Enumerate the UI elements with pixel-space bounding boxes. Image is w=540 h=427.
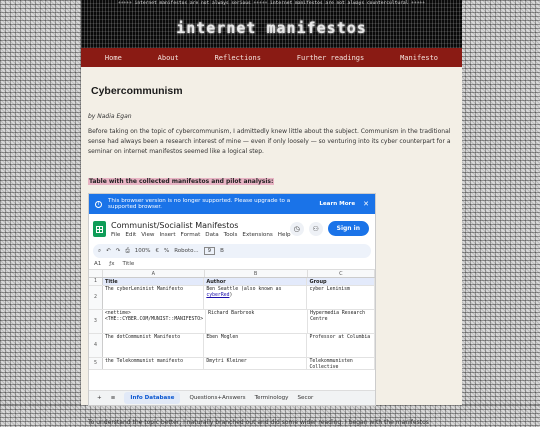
tab-secor[interactable]: Secor: [297, 395, 314, 401]
cell-reference[interactable]: A1: [94, 260, 102, 267]
nav-reflections[interactable]: Reflections: [214, 53, 261, 62]
cell-author[interactable]: [204, 286, 307, 309]
nav-home[interactable]: Home: [104, 53, 122, 62]
row-number[interactable]: 1: [89, 278, 103, 285]
print-icon[interactable]: ⎙: [125, 247, 130, 254]
intro-paragraph: Before taking on the topic of cybercommunism, I admittedly knew little about the subject. Communism in the traditional sense had always been a research interest of mine — even if only loosely — so venturing into its cyber counterpart for a seminar on internet manifestos seemed like a logical step.: [88, 128, 451, 155]
nav-about[interactable]: About: [157, 53, 179, 62]
row-number[interactable]: 4: [89, 334, 103, 357]
learn-more-link[interactable]: Learn More: [319, 201, 356, 207]
sign-in-button[interactable]: Sign in: [328, 221, 369, 236]
tab-questions-answers[interactable]: Questions+Answers: [189, 395, 246, 401]
cell-author[interactable]: Dmytri Kleiner: [204, 358, 307, 369]
cell-group[interactable]: Professor at Columbia: [307, 334, 375, 357]
cell-title[interactable]: <nettime> <THE::CYBER.COM/MUNIST::MANIFESTO>: [103, 310, 206, 333]
table-row: [89, 310, 375, 334]
cell-author[interactable]: Eben Moglen: [204, 334, 307, 357]
doc-title: Communist/Socialist Manifestos: [111, 220, 239, 230]
tab-terminology[interactable]: Terminology: [254, 395, 289, 401]
font-select[interactable]: Roboto...: [174, 248, 199, 254]
row-number[interactable]: 3: [89, 310, 103, 333]
cell-title[interactable]: The dotCommunist Manifesto: [103, 334, 204, 357]
fx-icon: ƒx: [109, 260, 115, 267]
row-number[interactable]: 5: [89, 358, 103, 369]
spreadsheet-grid[interactable]: [89, 270, 375, 370]
author-text-end: ): [229, 293, 233, 298]
currency-icon[interactable]: €: [155, 248, 159, 254]
menu-data[interactable]: Data: [205, 231, 219, 238]
header-cell-author[interactable]: Author: [204, 278, 307, 285]
author-text: Ben Seattle (also known as: [206, 287, 282, 292]
post-content: [81, 67, 462, 427]
formula-bar: [89, 258, 375, 270]
main-nav: [81, 48, 462, 67]
all-sheets-button[interactable]: ≡: [110, 395, 116, 401]
formula-value[interactable]: Title: [122, 260, 135, 267]
cell-group[interactable]: Hypermedia Research Centre: [308, 310, 375, 333]
row-number[interactable]: 2: [89, 286, 103, 309]
tab-info-database[interactable]: Info Database: [124, 392, 180, 404]
redo-icon[interactable]: ↷: [115, 248, 121, 254]
zoom-select[interactable]: 100%: [134, 248, 151, 254]
table-row: [89, 278, 375, 286]
menu-view[interactable]: View: [141, 231, 155, 238]
cell-author[interactable]: Richard Barbrook: [206, 310, 308, 333]
add-sheet-button[interactable]: +: [97, 395, 102, 401]
cell-title[interactable]: The cyberLeninist Manifesto: [103, 286, 204, 309]
menu-extensions[interactable]: Extensions: [242, 231, 273, 238]
cell-group[interactable]: Telekommunisten Collective: [307, 358, 375, 369]
site-title[interactable]: internet manifestos: [176, 19, 367, 37]
post-title: Cybercommunism: [91, 85, 183, 97]
header-cell-title[interactable]: Title: [103, 278, 204, 285]
menu-format[interactable]: Format: [180, 231, 201, 238]
doc-title-block: [111, 221, 291, 238]
percent-icon[interactable]: %: [163, 248, 170, 254]
menu-edit[interactable]: Edit: [125, 231, 137, 238]
header-actions: [290, 221, 369, 236]
browser-warning-banner: [89, 194, 375, 214]
menu-tools[interactable]: Tools: [223, 231, 238, 238]
column-header-a[interactable]: A: [103, 270, 204, 277]
author-link[interactable]: cyberRed: [206, 293, 230, 298]
table-row: [89, 334, 375, 358]
banner-ticker: +++++ internet manifestos are not always serious +++++ internet manifestos are not always countercultural +++++: [118, 1, 425, 6]
menu-file[interactable]: File: [111, 231, 121, 238]
bold-icon[interactable]: B: [220, 248, 224, 254]
spreadsheet-embed[interactable]: [88, 193, 376, 406]
menu-bar: [111, 232, 291, 238]
column-headers: [89, 270, 375, 278]
share-icon[interactable]: ⚇: [309, 222, 323, 236]
byline: by Nadia Egan: [88, 113, 132, 120]
table-row: [89, 358, 375, 370]
menu-insert[interactable]: Insert: [159, 231, 176, 238]
column-header-b[interactable]: B: [205, 270, 308, 277]
nav-manifesto[interactable]: Manifesto: [400, 53, 439, 62]
sheet-tabs: [89, 390, 375, 405]
info-icon: i: [95, 201, 102, 208]
cell-title[interactable]: the Telekommunist manifesto: [103, 358, 204, 369]
toolbar: [93, 244, 371, 258]
undo-icon[interactable]: ↶: [106, 248, 111, 254]
close-icon[interactable]: ✕: [363, 200, 369, 208]
sheets-logo-icon[interactable]: [93, 221, 106, 237]
table-label: Table with the collected manifestos and pilot analysis:: [89, 178, 274, 185]
sheet-header: [89, 214, 375, 244]
corner-cell[interactable]: [89, 270, 103, 277]
warning-message: This browser version is no longer supported. Please upgrade to a supported browser.: [108, 198, 291, 210]
column-header-c[interactable]: C: [308, 270, 375, 277]
followup-paragraph: To understand the topic better, I naturally branched out and did some wider reading. I began with the manifestos: [88, 419, 429, 426]
font-size-input[interactable]: 9: [204, 247, 216, 255]
nav-further-readings[interactable]: Further readings: [296, 53, 365, 62]
cell-group[interactable]: cyber Leninism: [307, 286, 375, 309]
page: [81, 0, 462, 426]
history-icon[interactable]: ◷: [290, 222, 304, 236]
menu-help[interactable]: Help: [277, 231, 291, 238]
site-banner: [81, 0, 462, 48]
table-row: [89, 286, 375, 310]
search-icon[interactable]: ⌕: [98, 247, 102, 254]
header-cell-group[interactable]: Group: [307, 278, 375, 285]
